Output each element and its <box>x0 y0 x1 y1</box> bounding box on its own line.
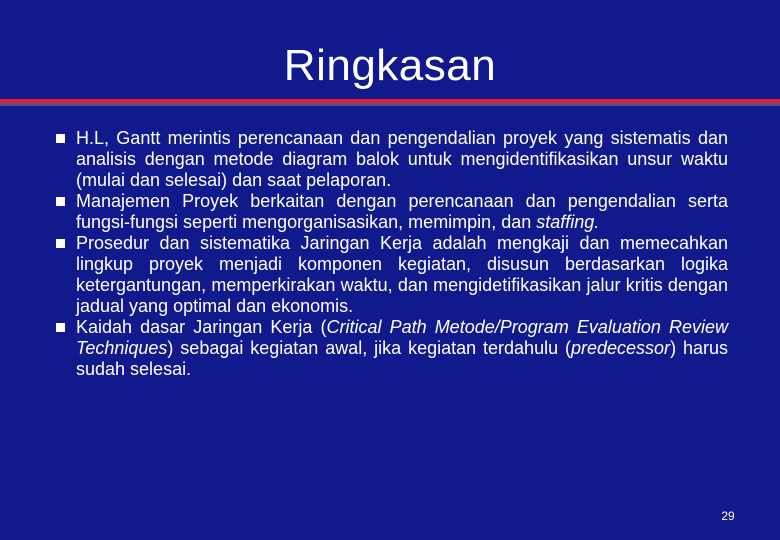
square-bullet-icon <box>56 134 65 143</box>
square-bullet-icon <box>56 323 65 332</box>
slide-title: Ringkasan <box>283 41 497 90</box>
bullet-text: Kaidah dasar Jaringan Kerja (Critical Path Metode/Program Evaluation Review Techniques) sebagai kegiatan awal, jika kegiatan terdahulu (predecessor) harus sudah selesai. <box>76 317 728 379</box>
bullet-item <box>56 233 728 317</box>
bullet-list <box>56 128 728 380</box>
title-divider-shadow <box>0 103 780 106</box>
square-bullet-icon <box>56 239 65 248</box>
page-number: 29 <box>721 509 735 523</box>
bullet-item <box>56 191 728 233</box>
bullet-text: Prosedur dan sistematika Jaringan Kerja adalah mengkaji dan memecahkan lingkup proyek menjadi komponen kegiatan, disusun berdasarkan logika ketergantungan, memperkirakan waktu, dan mengidetifikasikan jalur kritis dengan jadual yang optimal dan ekonomis. <box>76 233 728 316</box>
bullet-item <box>56 317 728 380</box>
bullet-text: Manajemen Proyek berkaitan dengan perencanaan dan pengendalian serta fungsi-fungsi seperti mengorganisasikan, memimpin, dan staffing. <box>76 191 728 232</box>
square-bullet-icon <box>56 197 65 206</box>
bullet-text: H.L, Gantt merintis perencanaan dan pengendalian proyek yang sistematis dan analisis dengan metode diagram balok untuk mengidentifikasikan unsur waktu (mulai dan selesai) dan saat pelaporan. <box>76 128 728 190</box>
bullet-item <box>56 128 728 191</box>
